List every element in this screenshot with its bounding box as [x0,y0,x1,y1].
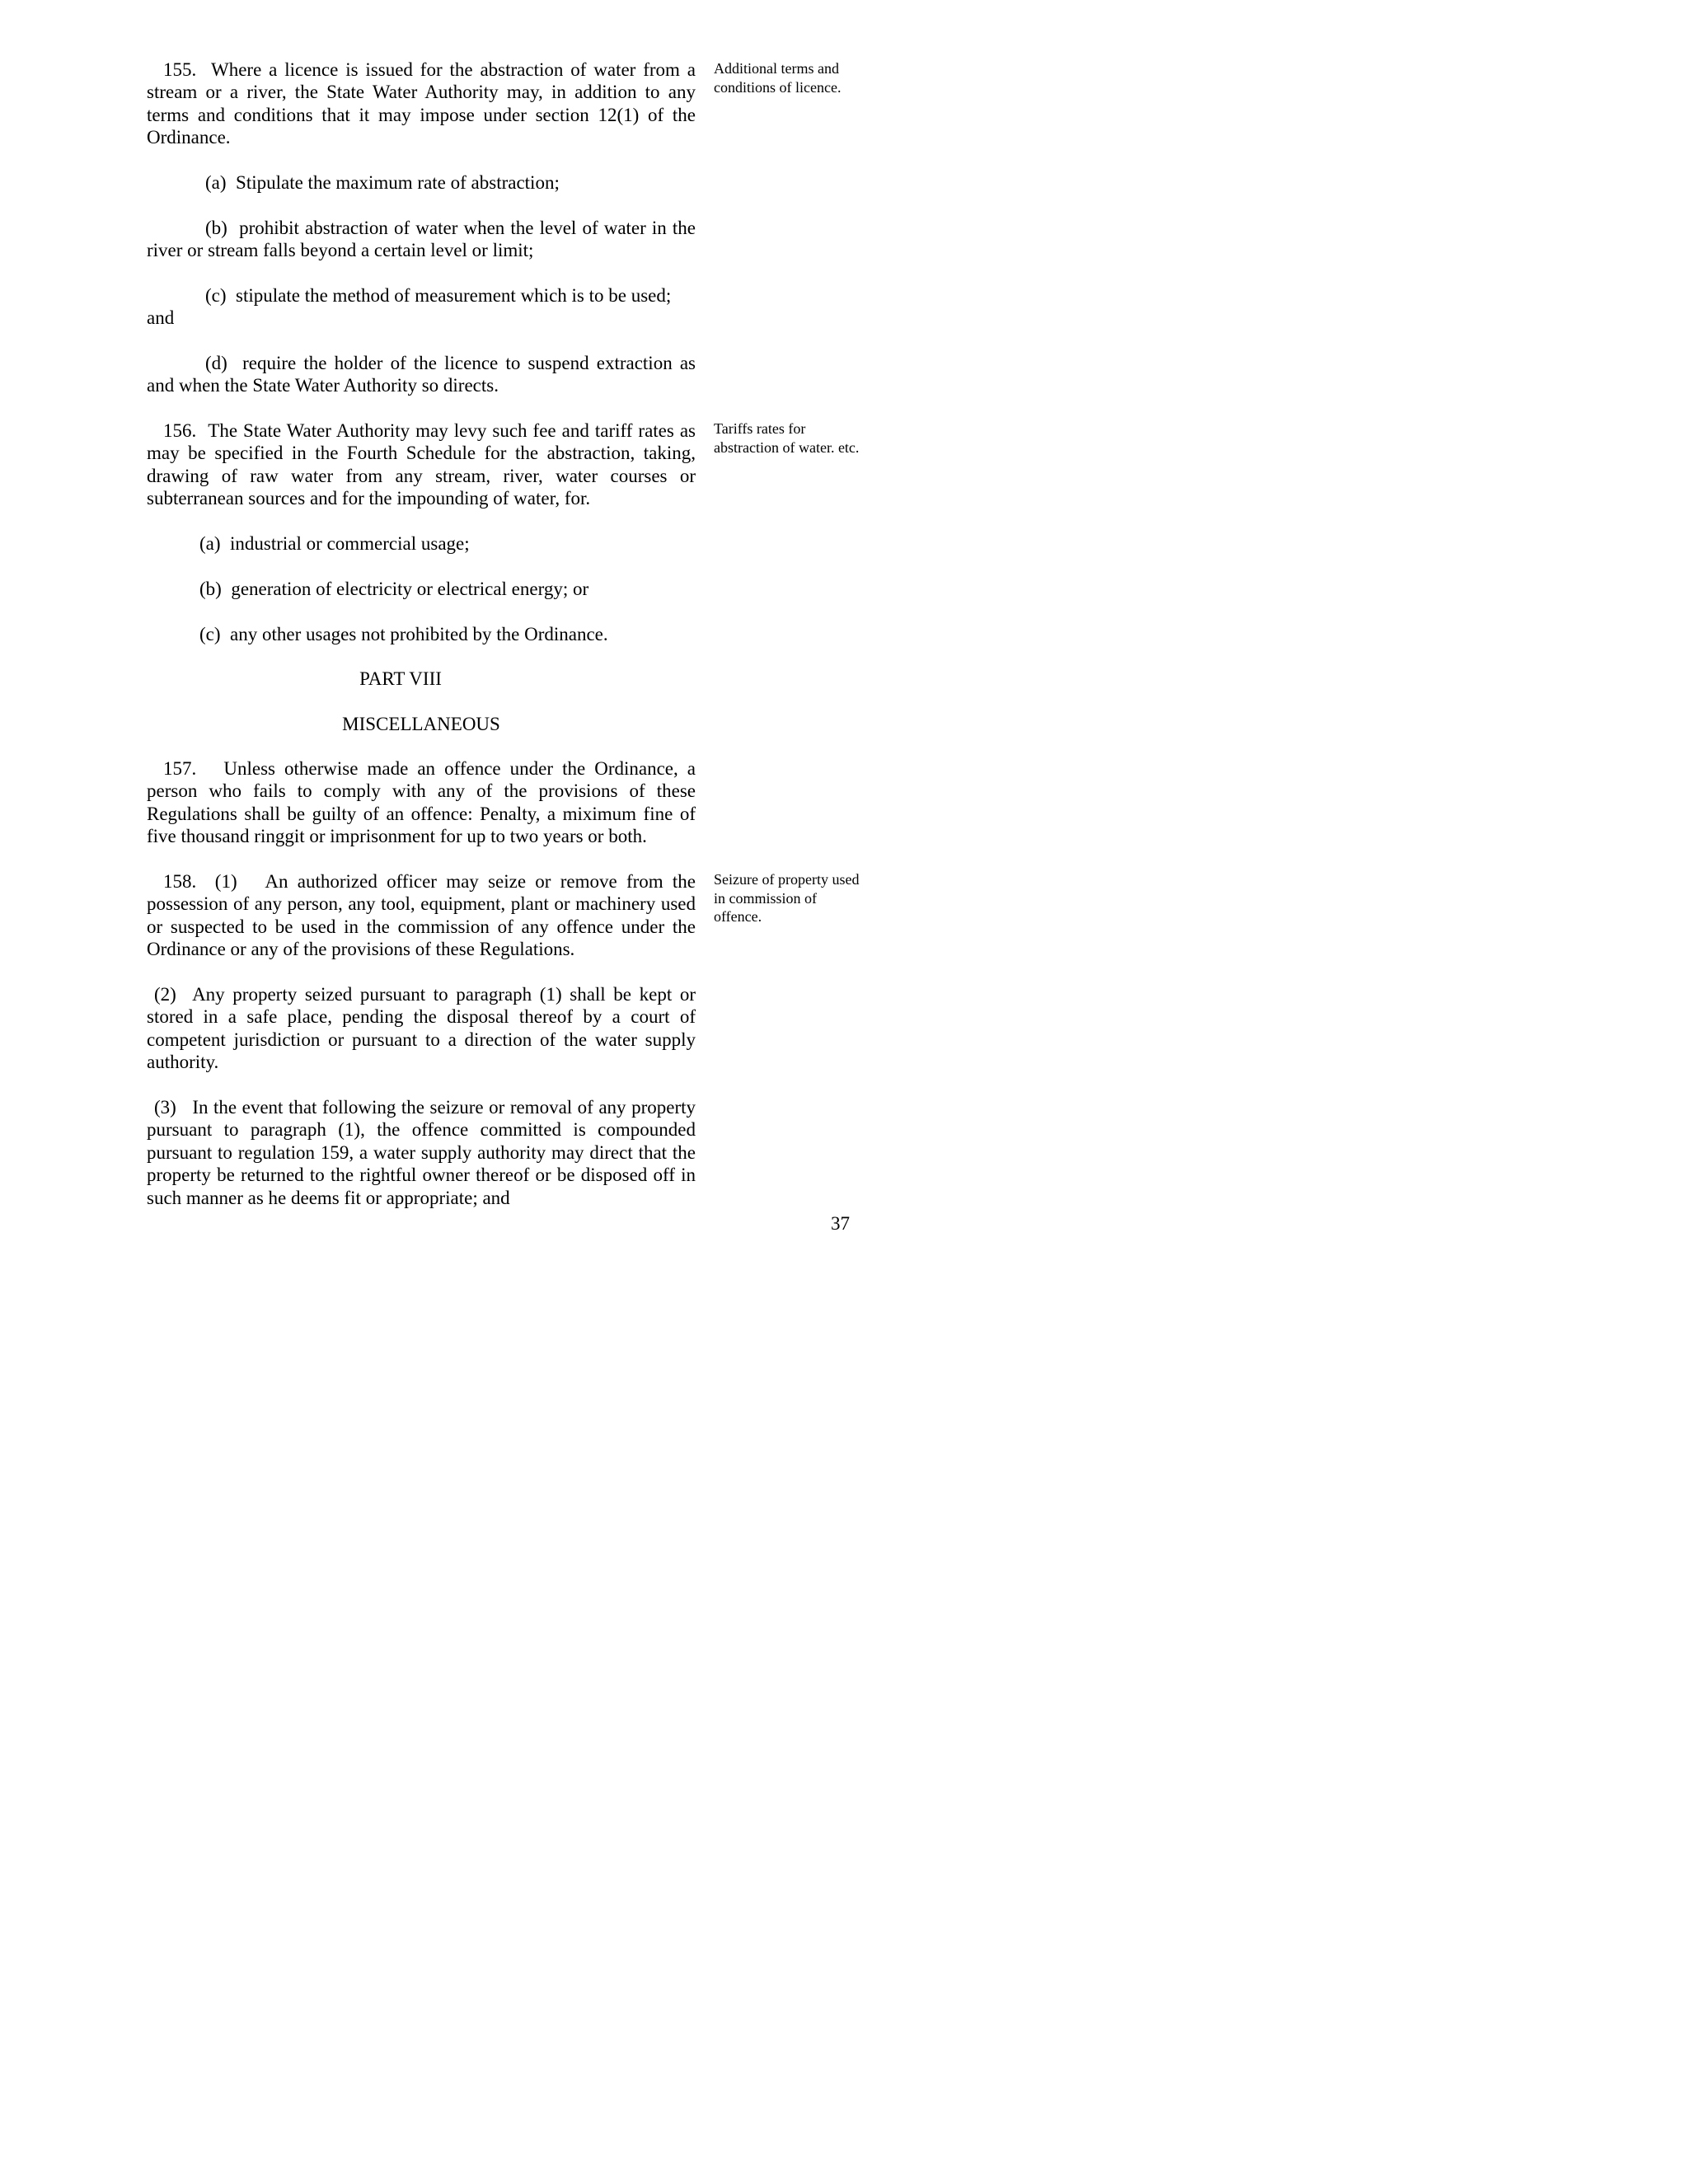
part-heading: PART VIII [359,668,442,689]
section-156-item-c [147,623,748,645]
section-156-text: The State Water Authority may levy such fee and tariff rates as may be specified in the Fourth Schedule for the abstraction, taking, drawing of raw water from any stream, river, water courses or subterranean sources and for the impounding of water, for. [147,420,696,509]
section-156 [147,419,696,510]
section-158-para-3 [147,1096,696,1209]
section-158-number: 158. [163,871,197,892]
para-text: An authorized officer may seize or remove from the possession of any person, any tool, equipment, plant or machinery used or suspected to be used in the commission of any offence under the Ordinance or any of the provisions of these Regulations. [147,871,696,960]
item-text: industrial or commercial usage; [230,533,470,554]
item-label: (b) [205,218,227,238]
item-text: any other usages not prohibited by the Ordinance. [230,624,608,644]
section-156-item-b [147,578,748,600]
section-158-para-1 [147,870,696,961]
section-155-item-d [147,352,696,397]
section-158-para-2 [147,983,696,1074]
section-157-text: Unless otherwise made an offence under the Ordinance, a person who fails to comply with any of the provisions of these Regulations shall be guilty of an offence: Penalty, a miximum fine of five thousand ringgit or imprisonment for up to two years or both. [147,758,696,847]
item-label: (a) [205,172,227,193]
item-text: prohibit abstraction of water when the level of water in the river or stream falls beyond a certain level or limit; [147,218,696,261]
margin-note-155: Additional terms and conditions of licence. [714,60,842,96]
section-156-item-a [147,532,748,555]
para-label: (3) [154,1097,176,1118]
item-label: (c) [205,285,227,306]
item-text: stipulate the method of measurement which is to be used; [236,285,672,306]
section-156-number: 156. [163,420,197,441]
para-label: (1) [214,871,237,892]
para-label: (2) [154,984,176,1005]
margin-note-156: Tariffs rates for abstraction of water. etc. [714,420,860,456]
item-text: generation of electricity or electrical energy; or [231,579,589,599]
section-157-number: 157. [163,758,197,779]
margin-note-158: Seizure of property used in commission of offence. [714,871,860,926]
section-155-number: 155. [163,59,197,80]
para-text: Any property seized pursuant to paragraph (1) shall be kept or stored in a safe place, pending the disposal thereof by a court of competent jurisdiction or pursuant to a direction of the water supply authority. [147,984,696,1073]
section-155-item-c [147,284,754,307]
section-155 [147,59,696,149]
item-label: (d) [205,353,227,373]
part-title: MISCELLANEOUS [342,714,500,734]
section-155-item-b [147,217,696,262]
section-155-item-a [147,171,754,194]
item-label: (b) [199,579,222,599]
item-label: (c) [199,624,221,644]
item-label: (a) [199,533,221,554]
section-155-connector: and [147,307,175,328]
item-text: Stipulate the maximum rate of abstraction; [236,172,560,193]
page-number: 37 [831,1213,850,1234]
section-157 [147,757,696,848]
section-155-text: Where a licence is issued for the abstraction of water from a stream or a river, the State Water Authority may, in addition to any terms and conditions that it may impose under section 12(1) of the Ordinance. [147,59,696,148]
para-text: In the event that following the seizure or removal of any property pursuant to paragraph (1), the offence committed is compounded pursuant to regulation 159, a water supply authority may direct that the property be returned to the rightful owner thereof or be disposed off in such manner as he deems fit or appropriate; and [147,1097,696,1208]
item-text: require the holder of the licence to suspend extraction as and when the State Water Authority so directs. [147,353,696,396]
